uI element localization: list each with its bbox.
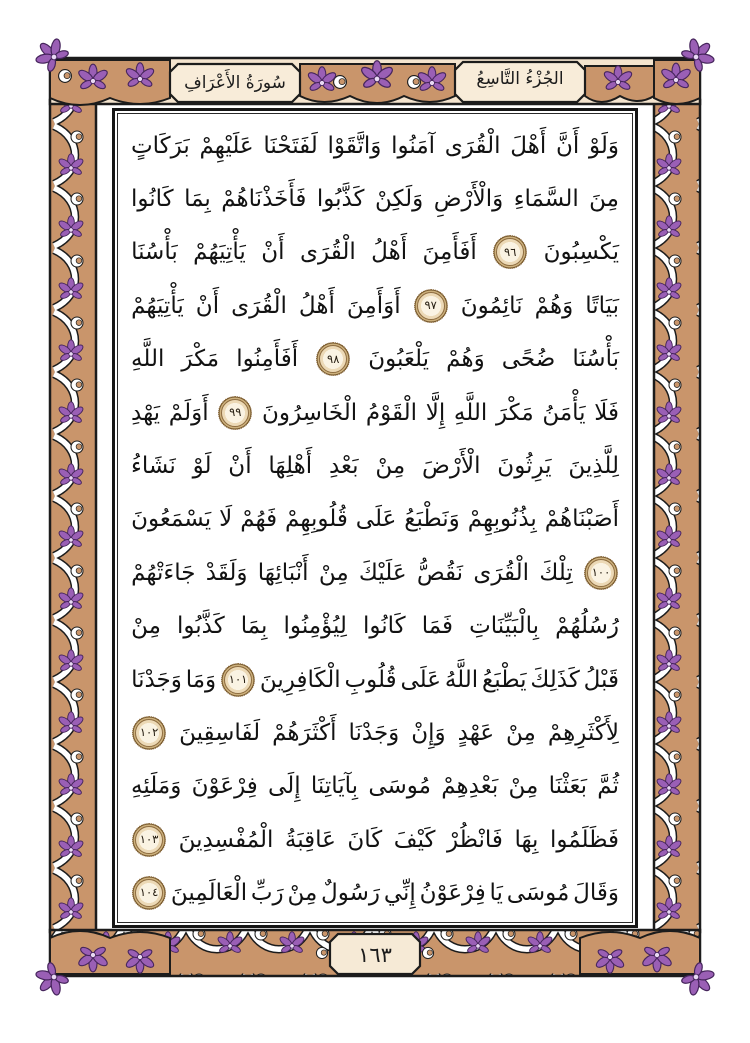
quran-word: فِرْعَوْنُ xyxy=(419,880,486,907)
quran-word: لَفَاسِقِينَ xyxy=(179,719,261,746)
quran-word: مِنْ xyxy=(318,559,349,586)
quran-word: مِنْ xyxy=(506,719,536,746)
quran-word: أَوَأَمِنَ xyxy=(346,292,401,319)
quran-word: يَأْتِيَهُمْ xyxy=(193,239,246,266)
quran-word: وَهُمْ xyxy=(446,346,485,373)
quran-word: مِنْ xyxy=(375,453,406,480)
quran-word: قُلُوبِهِمْ xyxy=(285,506,348,533)
quran-word: رُسُلُهُمْ xyxy=(555,613,619,640)
quran-word: الْقَوْمُ xyxy=(365,399,418,426)
quran-word: ضُحًى xyxy=(501,346,556,373)
quran-word: ثُمَّ xyxy=(597,773,619,800)
quran-word: بَيَاتًا xyxy=(585,292,619,319)
quran-word: بَأْسُنَا xyxy=(131,239,178,266)
quran-word: أَصَبْنَاهُمْ xyxy=(544,506,619,533)
corner-ornament xyxy=(29,32,170,105)
ayah-number-medallion: ١٠٣ xyxy=(135,826,163,854)
quran-word: كَذَلِكَ xyxy=(530,666,580,693)
quran-word: كَيْفَ xyxy=(393,826,436,853)
quran-word: يَا xyxy=(489,880,503,907)
quran-word: أَكْثَرَهُمْ xyxy=(272,719,337,746)
quran-word: بِهَا xyxy=(514,826,539,853)
quran-word: يَأْمَنُ xyxy=(542,399,586,426)
quran-word: أَنْ xyxy=(195,292,220,319)
quran-word: الْقُرَى xyxy=(444,132,501,159)
quran-word: مُوسَى xyxy=(368,773,431,800)
quran-word: مِنْ xyxy=(508,773,539,800)
quran-word: بِذُنُوبِهِمْ xyxy=(467,506,537,533)
quran-word: الْعَالَمِينَ xyxy=(170,880,248,907)
quran-line xyxy=(131,706,619,759)
quran-word: يَأْتِيَهُمْ xyxy=(131,292,184,319)
quran-word: مَكْرَ xyxy=(181,346,220,373)
quran-line xyxy=(131,546,619,599)
quran-word: لَوْ xyxy=(192,453,212,480)
quran-line xyxy=(131,439,619,492)
quran-text-block xyxy=(118,114,632,922)
quran-word: الْقُرَى xyxy=(300,239,356,266)
quran-word: أَنْبَائِهَا xyxy=(257,559,309,586)
quran-line xyxy=(131,493,619,546)
ayah-number-medallion: ٩٧ xyxy=(417,292,445,320)
quran-word: عَاقِبَةُ xyxy=(284,826,336,853)
quran-word: بَرَكَاتٍ xyxy=(131,132,190,159)
quran-word: كَذَّبُوا xyxy=(176,613,225,640)
quran-word: مِنَ xyxy=(589,186,619,213)
page-number: ١٦٣ xyxy=(358,943,392,967)
quran-word: اللَّهِ xyxy=(131,346,165,373)
quran-word: وَنَطْبَعُ xyxy=(404,506,460,533)
quran-word: السَّمَاءِ xyxy=(513,186,579,213)
header-right-ornament xyxy=(585,66,654,102)
left-border-band xyxy=(50,100,96,932)
quran-word: الْكَافِرِينَ xyxy=(259,666,341,693)
quran-word: بَعَثْنَا xyxy=(548,773,588,800)
quran-word: فَأَخَذْنَاهُمْ xyxy=(221,186,307,213)
quran-word: لِلَّذِينَ xyxy=(568,453,619,480)
quran-word: الْقُرَى xyxy=(473,559,530,586)
quran-word: رَسُولٌ xyxy=(321,880,381,907)
quran-word: يَهْدِ xyxy=(131,399,161,426)
quran-word: وَلَوْ xyxy=(589,132,619,159)
header-center-ornament xyxy=(300,61,455,103)
quran-word: أَنَّ xyxy=(555,132,580,159)
quran-word: وَاتَّقَوْا xyxy=(327,132,382,159)
quran-line xyxy=(131,333,619,386)
text-frame-inner-rule xyxy=(117,113,633,923)
quran-word: عَلَى xyxy=(355,506,397,533)
quran-word: وَقَالَ xyxy=(573,880,619,907)
quran-word: فَلَا xyxy=(594,399,619,426)
quran-word: عَلَى xyxy=(400,666,441,693)
quran-word: وَلَقَدْ xyxy=(205,559,248,586)
quran-word: أَفَأَمِنَ xyxy=(422,239,477,266)
quran-word: مَكْرَ xyxy=(495,399,534,426)
quran-word: أَهْلَ xyxy=(510,132,547,159)
quran-word: بِمَا xyxy=(240,613,268,640)
quran-word: الْأَرْضَ xyxy=(422,453,481,480)
quran-word: آمَنُوا xyxy=(391,132,436,159)
quran-word: أَنْ xyxy=(261,239,285,266)
quran-word: قُلُوبِ xyxy=(344,666,397,693)
quran-word: فَهُمْ xyxy=(240,506,278,533)
quran-line xyxy=(131,760,619,813)
quran-word: لَفَتَحْنَا xyxy=(263,132,318,159)
quran-word: أَفَأَمِنُوا xyxy=(236,346,299,373)
quran-line xyxy=(131,600,619,653)
quran-word: وَمَا xyxy=(185,666,217,693)
quran-word: بِمَا xyxy=(184,186,211,213)
quran-word: الْقُرَى xyxy=(231,292,287,319)
quran-line xyxy=(131,172,619,225)
ayah-number-medallion: ١٠٠ xyxy=(587,559,615,587)
quran-word: إِنِّي xyxy=(383,880,416,907)
quran-word: وَالْأَرْضِ xyxy=(433,186,504,213)
quran-word: يَلْعَبُونَ xyxy=(368,346,430,373)
quran-word: وَإِنْ xyxy=(411,719,446,746)
quran-word: بَعْدِ xyxy=(328,453,359,480)
quran-word: فِرْعَوْنَ xyxy=(191,773,258,800)
quran-word: تِلْكَ xyxy=(539,559,573,586)
quran-word: يَرِثُونَ xyxy=(497,453,552,480)
quran-word: وَهُمْ xyxy=(534,292,574,319)
quran-word: جَاءَتْهُمْ xyxy=(131,559,196,586)
ayah-number-medallion: ١٠١ xyxy=(224,666,252,694)
ayah-number-medallion: ٩٨ xyxy=(319,345,347,373)
quran-word: يَسْمَعُونَ xyxy=(131,506,212,533)
quran-word: إِلَى xyxy=(268,773,301,800)
juz-title: الجُزْءُ التَّاسِعُ xyxy=(476,69,564,89)
ayah-number-medallion: ٩٩ xyxy=(221,399,249,427)
quran-word: كَانَ xyxy=(347,826,383,853)
ayah-number-medallion: ١٠٤ xyxy=(135,879,163,907)
quran-word: عَهْدٍ xyxy=(457,719,495,746)
quran-word: مِنْ xyxy=(287,880,318,907)
quran-line xyxy=(131,119,619,172)
quran-line xyxy=(131,226,619,279)
corner-ornament xyxy=(580,931,721,1002)
quran-word: نَشَاءُ xyxy=(131,453,176,480)
quran-line xyxy=(131,279,619,332)
quran-line xyxy=(131,813,619,866)
corner-ornament xyxy=(654,32,721,104)
quran-line xyxy=(131,653,619,706)
quran-word: الْخَاسِرُونَ xyxy=(261,399,358,426)
quran-word: بَعْدِهِمْ xyxy=(441,773,499,800)
quran-word: فَظَلَمُوا xyxy=(549,826,619,853)
quran-line xyxy=(131,386,619,439)
quran-word: بِالْبَيِّنَاتِ xyxy=(469,613,540,640)
quran-word: وَلَكِنْ xyxy=(374,186,424,213)
quran-word: وَمَلَئِهِ xyxy=(131,773,182,800)
quran-word: وَجَدْنَا xyxy=(348,719,400,746)
quran-word: الْمُفْسِدِينَ xyxy=(178,826,274,853)
quran-word: نَقُصُّ xyxy=(416,559,464,586)
quran-word: عَلَيْهِمْ xyxy=(199,132,254,159)
quran-word: بِآيَاتِنَا xyxy=(310,773,359,800)
ayah-number-medallion: ١٠٢ xyxy=(135,719,163,747)
quran-word: لِأَكْثَرِهِمْ xyxy=(547,719,619,746)
quran-word: قَبْلُ xyxy=(583,666,619,693)
quran-word: لِيُؤْمِنُوا xyxy=(283,613,347,640)
right-border-band xyxy=(654,100,700,932)
quran-word: وَجَدْنَا xyxy=(131,666,182,693)
quran-word: فَمَا xyxy=(421,613,454,640)
quran-word: مُوسَى xyxy=(506,880,570,907)
quran-word: اللَّهِ xyxy=(453,399,488,426)
quran-word: مِنْ xyxy=(131,613,161,640)
quran-word: كَانُوا xyxy=(131,186,174,213)
quran-word: بَأْسُنَا xyxy=(572,346,619,373)
quran-word: رَبِّ xyxy=(250,880,284,907)
quran-word: كَذَّبُوا xyxy=(316,186,365,213)
quran-word: أَهْلُ xyxy=(298,292,335,319)
quran-word: نَائِمُونَ xyxy=(460,292,523,319)
quran-line xyxy=(131,866,619,919)
quran-word: لَا xyxy=(219,506,233,533)
quran-word: يَكْسِبُونَ xyxy=(543,239,619,266)
quran-word: اللَّهُ xyxy=(444,666,479,693)
quran-word: يَطْبَعُ xyxy=(482,666,527,693)
quran-word: كَانُوا xyxy=(363,613,406,640)
corner-ornament xyxy=(29,931,170,1002)
surah-title: سُورَةُ الأَعْرَافِ xyxy=(184,73,286,93)
quran-word: فَانْظُرْ xyxy=(446,826,503,853)
quran-word: إِلَّا xyxy=(425,399,446,426)
quran-word: أَهْلُ xyxy=(371,239,408,266)
quran-word: عَلَيْكَ xyxy=(358,559,407,586)
quran-word: أَوَلَمْ xyxy=(168,399,209,426)
ayah-number-medallion: ٩٦ xyxy=(496,238,524,266)
quran-word: أَنْ xyxy=(228,453,252,480)
quran-word: أَهْلِهَا xyxy=(268,453,313,480)
text-frame xyxy=(112,108,638,928)
